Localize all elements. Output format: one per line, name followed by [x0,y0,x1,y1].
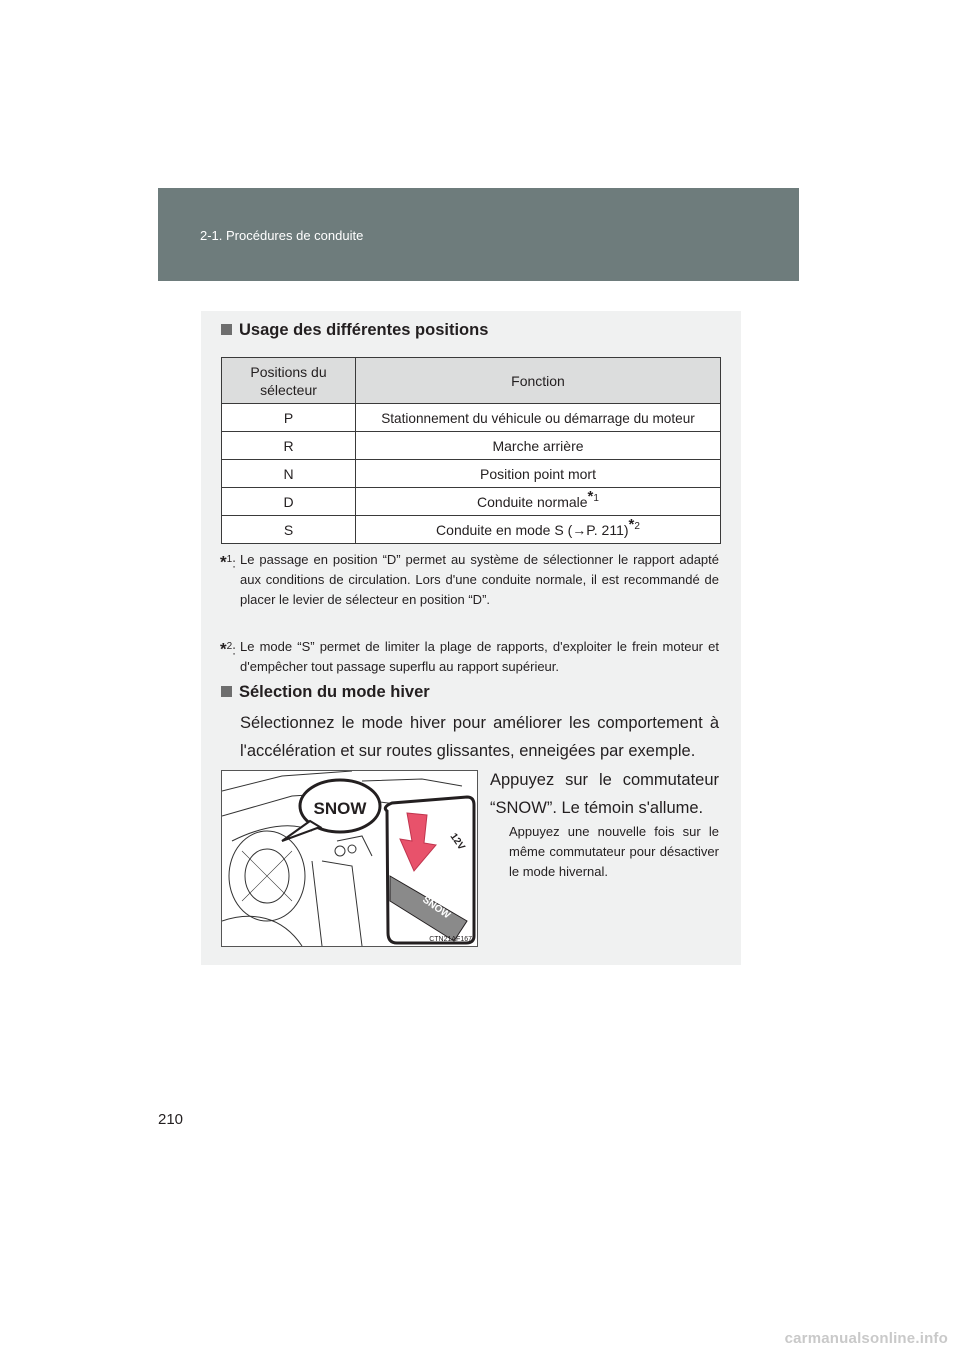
table-row [222,404,721,432]
table-row [222,516,721,544]
position-cell: R [222,432,356,460]
position-cell: D [222,488,356,516]
footnote-marker: *$^2$: [220,639,236,659]
winter-mode-intro: Sélectionnez le mode hiver pour améliorer les comportement à l'accélération et sur routes glissantes, enneigées par exemple. [240,714,719,760]
column-header-fonction: Fonction [356,358,721,404]
snow-switch-illustration [221,770,478,947]
function-cell: Conduite en mode S (→P. 211)$^{*2}$ [356,516,721,544]
footnote-ref: *1 [587,487,599,505]
snow-sub-instruction: Appuyez une nouvelle fois sur le même commutateur pour désactiver le mode hivernal. [509,824,719,879]
socket-12v-label: 12V [447,831,467,853]
table-header-row [222,358,721,404]
switch-snow-label: SNOW [420,894,453,922]
section-heading-winter-mode: Sélection du mode hiver [221,683,430,702]
snow-instruction: Appuyez sur le commutateur “SNOW”. Le témoin s'allume. [490,771,719,817]
section-heading-positions: Usage des différentes positions [221,321,488,340]
square-bullet-icon [221,324,232,335]
function-cell: Conduite normale$^{*1}$ [356,488,721,516]
footnote-1: *$^1$: Le passage en position “D” permet au système de sélectionner le rapport adapté aux conditions de circulation. Lors d'une conduite normale, il est recommandé de placer le levier de sélecteur en position “D”. [220,552,719,607]
dashboard-drawing [222,771,477,946]
breadcrumb: 2-1. Procédures de conduite [200,228,364,243]
chapter-header-band [158,188,799,281]
square-bullet-icon [221,686,232,697]
position-cell: N [222,460,356,488]
figure-code: CTN21AF167 [429,936,472,943]
function-cell: Stationnement du véhicule ou démarrage du moteur [356,404,721,432]
position-cell: S [222,516,356,544]
function-cell: Marche arrière [356,432,721,460]
table-row [222,432,721,460]
page-number: 210 [158,1111,184,1128]
table-row [222,488,721,516]
function-cell: Position point mort [356,460,721,488]
footnote-marker: *$^1$: [220,552,236,572]
callout-snow-label: SNOW [313,799,367,818]
position-cell: P [222,404,356,432]
footnote-ref: *2 [628,515,640,533]
positions-table [221,357,721,544]
table-row [222,460,721,488]
column-header-positions: Positions du sélecteur [222,358,356,404]
watermark: carmanualsonline.info [784,1330,948,1347]
footnote-2: *$^2$: Le mode “S” permet de limiter la plage de rapports, d'exploiter le frein moteur et d'empêcher tout passage superflu au rapport supérieur. [220,639,719,674]
